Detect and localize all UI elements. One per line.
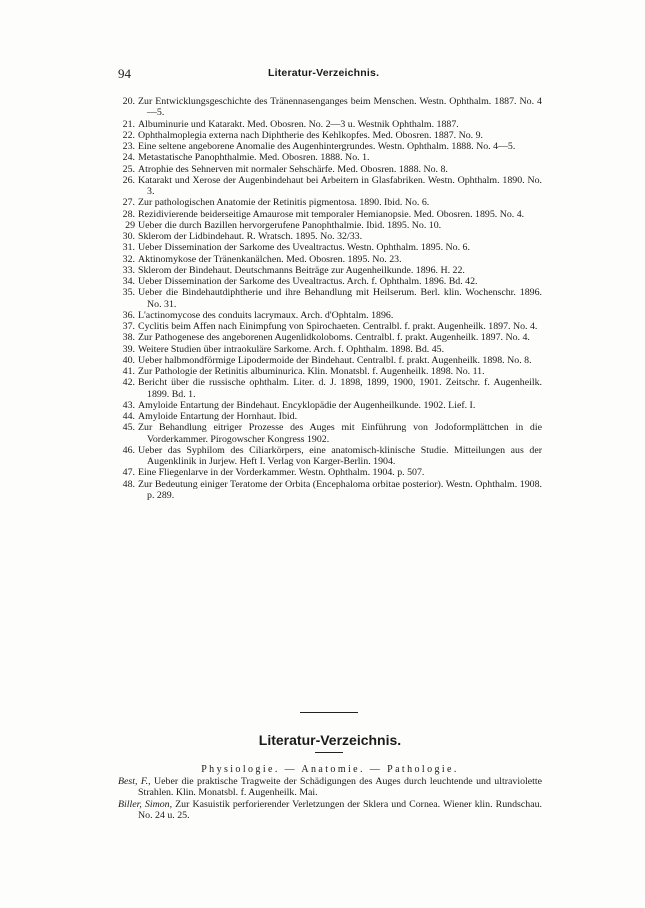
reference-text: Bericht über die russische ophthalm. Liter. d. J. 1898, 1899, 1900, 1901. Zeitschr. f. Augenheilk. 1899. Bd. 1. xyxy=(138,377,542,400)
reference-number: 47. xyxy=(122,467,135,479)
reference-text: Sklerom der Lidbindehaut. R. Wratsch. 1895. No. 32/33. xyxy=(138,231,363,242)
reference-number: 35. xyxy=(122,287,135,299)
reference-number: 33. xyxy=(122,264,135,276)
reference-entry xyxy=(118,242,542,253)
reference-number: 32. xyxy=(122,253,135,265)
reference-entry xyxy=(118,231,542,242)
literature-list xyxy=(118,776,542,821)
reference-number: 34. xyxy=(122,276,135,287)
reference-entry xyxy=(118,366,542,377)
reference-number: 44. xyxy=(122,411,135,422)
literature-text: Ueber die praktische Tragweite der Schädigungen des Auges durch leuchtende und ultraviolette Strahlen. Klin. Monatsbl. f. Augenheilk. Mai. xyxy=(138,776,543,799)
reference-text: L'actinomycose des conduits lacrymaux. Arch. d'Ophtalm. 1896. xyxy=(138,309,394,321)
literature-author: Best, F., xyxy=(118,776,151,787)
literature-item xyxy=(118,776,542,799)
reference-text: Ueber Dissemination der Sarkome des Uvealtractus. Arch. f. Ophthalm. 1896. Bd. 42. xyxy=(138,276,478,287)
reference-number: 21. xyxy=(122,118,135,130)
reference-entry xyxy=(118,377,542,400)
reference-entry xyxy=(118,445,542,468)
reference-text: Ueber die Bindehautdiphtherie und ihre Behandlung mit Heilserum. Berl. klin. Wochenschr. 1896. No. 31. xyxy=(138,287,542,310)
reference-text: Weitere Studien über intraokuläre Sarkome. Arch. f. Ophthalm. 1898. Bd. 45. xyxy=(138,343,445,355)
reference-text: Amyloide Entartung der Hornhaut. Ibid. xyxy=(138,411,298,422)
literature-author: Biller, Simon, xyxy=(118,798,173,810)
reference-entry xyxy=(118,197,542,208)
reference-entry xyxy=(118,164,542,175)
reference-text: Zur pathologischen Anatomie der Retinitis pigmentosa. 1890. Ibid. No. 6. xyxy=(138,197,430,209)
reference-entry xyxy=(118,287,542,310)
reference-number: 27. xyxy=(122,197,135,209)
reference-text: Ophthalmoplegia externa nach Diphtherie des Kehlkopfes. Med. Obosren. 1887. No. 9. xyxy=(138,129,483,141)
reference-number: 43. xyxy=(122,399,135,411)
section-subheading: Physiologie. — Anatomie. — Pathologie. xyxy=(201,764,459,775)
page-header xyxy=(118,66,545,82)
section-divider xyxy=(300,712,358,713)
reference-text: Zur Pathogenese des angeborenen Augenlidkoloboms. Centralbl. f. prakt. Augenheilk. 1897. No. 4. xyxy=(138,332,530,344)
reference-number: 36. xyxy=(122,309,135,321)
reference-entry xyxy=(118,422,542,445)
reference-text: Cyclitis beim Affen nach Einimpfung von Spirochaeten. Centralbl. f. prakt. Augenheilk. 1897. No. 4. xyxy=(138,321,538,332)
reference-text: Zur Entwicklungsgeschichte des Tränennasenganges beim Menschen. Westn. Ophthalm. 1887. No. 4—5. xyxy=(138,96,542,119)
reference-list xyxy=(118,96,542,501)
running-title: Literatur-Verzeichnis. xyxy=(268,67,380,79)
reference-text: Katarakt und Xerose der Augenbindehaut bei Arbeitern in Glasfabriken. Westn. Ophthalm. 1890. No. 3. xyxy=(138,174,542,197)
reference-number: 23. xyxy=(122,141,135,152)
reference-entry xyxy=(118,254,542,265)
reference-text: Eine seltene angeborene Anomalie des Augenhintergrundes. Westn. Ophthalm. 1888. No. 4—5. xyxy=(138,141,516,152)
reference-number: 29 xyxy=(125,219,135,231)
reference-number: 48. xyxy=(122,478,135,490)
reference-entry xyxy=(118,152,542,163)
reference-entry xyxy=(118,175,542,198)
reference-entry xyxy=(118,209,542,220)
section-title-underline xyxy=(315,752,343,753)
reference-text: Aktinomykose der Tränenkanälchen. Med. Obosren. 1895. No. 23. xyxy=(138,253,402,265)
reference-text: Amyloide Entartung der Bindehaut. Encyklopädie der Augenheilkunde. 1902. Lief. I. xyxy=(138,399,476,411)
reference-text: Eine Fliegenlarve in der Vorderkammer. Westn. Ophthalm. 1904. p. 507. xyxy=(138,467,425,479)
reference-text: Zur Bedeutung einiger Teratome der Orbita (Encephaloma orbitae posterior). Westn. Ophthalm. 1908. p. 289. xyxy=(138,478,542,501)
reference-entry xyxy=(118,310,542,321)
reference-entry xyxy=(118,321,542,332)
reference-number: 25. xyxy=(122,163,135,175)
reference-text: Ueber die durch Bazillen hervorgerufene Panophthalmie. Ibid. 1895. No. 10. xyxy=(138,219,442,231)
reference-entry xyxy=(118,220,542,231)
reference-number: 45. xyxy=(122,422,135,434)
reference-text: Ueber das Syphilom des Ciliarkörpers, eine anatomisch-klinische Studie. Mitteilungen aus der Augenklinik in Jurjew. Heft I. Verlag von Karger-Berlin. 1904. xyxy=(138,444,542,467)
reference-entry xyxy=(118,411,542,422)
reference-text: Sklerom der Bindehaut. Deutschmanns Beiträge zur Augenheilkunde. 1896. H. 22. xyxy=(138,264,465,276)
reference-number: 42. xyxy=(122,377,135,389)
reference-number: 39. xyxy=(122,343,135,355)
reference-number: 22. xyxy=(122,129,135,141)
reference-text: Zur Behandlung eitriger Prozesse des Auges mit Einführung von Jodoformplättchen in die Vorderkammer. Pirogowscher Kongress 1902. xyxy=(138,422,542,445)
reference-number: 28. xyxy=(122,208,135,220)
reference-number: 41. xyxy=(122,366,135,377)
reference-number: 40. xyxy=(122,354,135,366)
reference-number: 24. xyxy=(122,152,135,164)
reference-text: Zur Pathologie der Retinitis albuminurica. Klin. Monatsbl. f. Augenheilk. 1898. No. 11. xyxy=(138,366,485,377)
reference-entry xyxy=(118,130,542,141)
reference-text: Metastatische Panophthalmie. Med. Obosren. 1888. No. 1. xyxy=(138,152,370,164)
reference-entry xyxy=(118,479,542,502)
literature-text: Zur Kasuistik perforierender Verletzungen der Sklera und Cornea. Wiener klin. Rundschau. No. 24 u. 25. xyxy=(138,798,542,821)
reference-entry xyxy=(118,265,542,276)
reference-number: 38. xyxy=(122,332,135,344)
reference-text: Rezidivierende beiderseitige Amaurose mit temporaler Hemianopsie. Med. Obosren. 1895. No. 4. xyxy=(138,208,525,220)
reference-number: 31. xyxy=(122,242,135,254)
reference-entry xyxy=(118,141,542,152)
reference-text: Atrophie des Sehnerven mit normaler Sehschärfe. Med. Obosren. 1888. No. 8. xyxy=(138,163,448,175)
page-number: 94 xyxy=(118,66,131,81)
reference-entry xyxy=(118,355,542,366)
reference-entry xyxy=(118,119,542,130)
reference-entry xyxy=(118,400,542,411)
reference-number: 37. xyxy=(122,321,135,332)
reference-entry xyxy=(118,332,542,343)
reference-entry xyxy=(118,276,542,287)
reference-text: Ueber Dissemination der Sarkome des Uvealtractus. Westn. Ophthalm. 1895. No. 6. xyxy=(138,242,470,254)
reference-entry xyxy=(118,467,542,478)
reference-number: 20. xyxy=(122,96,135,107)
reference-number: 46. xyxy=(122,444,135,456)
reference-text: Albuminurie und Katarakt. Med. Obosren. No. 2—3 u. Westnik Ophthalm. 1887. xyxy=(138,118,459,130)
reference-entry xyxy=(118,96,542,119)
reference-number: 26. xyxy=(122,174,135,186)
literature-item xyxy=(118,799,542,822)
reference-text: Ueber halbmondförmige Lipodermoide der Bindehaut. Centralbl. f. prakt. Augenheilk. 1898. No. 8. xyxy=(138,354,532,366)
reference-number: 30. xyxy=(122,231,135,242)
reference-entry xyxy=(118,344,542,355)
section-title: Literatur-Verzeichnis. xyxy=(258,732,402,748)
